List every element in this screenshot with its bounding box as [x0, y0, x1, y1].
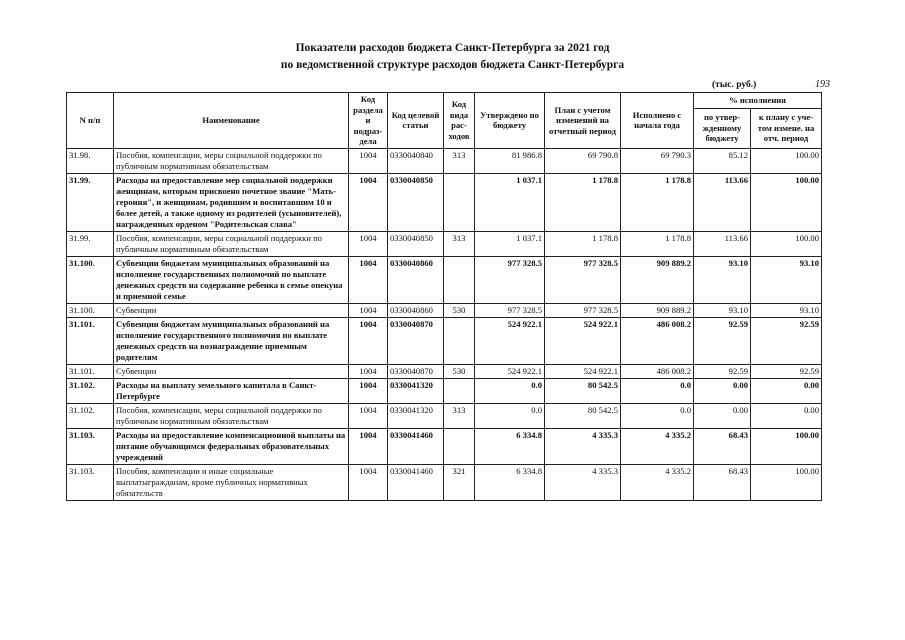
cell-razdel: 1004: [349, 464, 388, 500]
cell-pct-approved: 92.59: [694, 317, 751, 364]
cell-approved: 524 922.1: [475, 317, 545, 364]
cell-vid: 313: [444, 231, 475, 256]
cell-plan: 977 328.5: [545, 256, 621, 303]
cell-razdel: 1004: [349, 364, 388, 378]
header-num: N п/п: [67, 93, 114, 149]
cell-razdel: 1004: [349, 148, 388, 173]
cell-name: Субвенции: [114, 364, 349, 378]
table-row: [67, 428, 822, 464]
cell-pct-approved: 92.59: [694, 364, 751, 378]
document-subtitle: по ведомственной структуре расходов бюджета Санкт-Петербурга: [280, 59, 625, 71]
cell-pct-approved: 0.00: [694, 378, 751, 403]
cell-razdel: 1004: [349, 303, 388, 317]
cell-name: Субвенции бюджетам муниципальных образований на исполнение государственного полномочия по выплате денежных средств на вознаграждение приемным родителям: [114, 317, 349, 364]
cell-stat: 0330040850: [388, 173, 444, 231]
cell-approved: 0.0: [475, 378, 545, 403]
cell-name: Пособия, компенсации, меры социальной поддержки по публичным нормативным обязательствам: [114, 231, 349, 256]
cell-num: 31.102.: [67, 378, 114, 403]
cell-razdel: 1004: [349, 428, 388, 464]
cell-plan: 524 922.1: [545, 317, 621, 364]
cell-num: 31.100.: [67, 256, 114, 303]
table-row: [67, 148, 822, 173]
cell-executed: 0.0: [621, 403, 694, 428]
cell-stat: 0330040850: [388, 231, 444, 256]
table-row: [67, 378, 822, 403]
cell-pct-approved: 68.43: [694, 464, 751, 500]
cell-stat: 0330040870: [388, 317, 444, 364]
cell-name: Пособия, компенсации, меры социальной поддержки по публичным нормативным обязательствам: [114, 403, 349, 428]
header-vid: Код вида рас-ходов: [444, 93, 475, 149]
cell-pct-approved: 113.66: [694, 231, 751, 256]
cell-vid: [444, 173, 475, 231]
cell-approved: 524 922.1: [475, 364, 545, 378]
cell-razdel: 1004: [349, 231, 388, 256]
cell-num: 31.103.: [67, 464, 114, 500]
cell-pct-approved: 0.00: [694, 403, 751, 428]
table-row: [67, 173, 822, 231]
cell-vid: 530: [444, 364, 475, 378]
cell-razdel: 1004: [349, 403, 388, 428]
cell-pct-plan: 0.00: [751, 403, 822, 428]
document-title: Показатели расходов бюджета Санкт-Петербурга за 2021 год: [295, 42, 610, 54]
cell-plan: 524 922.1: [545, 364, 621, 378]
cell-vid: 321: [444, 464, 475, 500]
cell-approved: 0.0: [475, 403, 545, 428]
cell-pct-plan: 100.00: [751, 173, 822, 231]
cell-pct-plan: 0.00: [751, 378, 822, 403]
cell-stat: 0330040860: [388, 303, 444, 317]
cell-razdel: 1004: [349, 256, 388, 303]
header-approved: Утверждено по бюджету: [475, 93, 545, 149]
table-row: [67, 403, 822, 428]
cell-approved: 1 037.1: [475, 173, 545, 231]
cell-pct-plan: 92.59: [751, 364, 822, 378]
cell-plan: 4 335.3: [545, 464, 621, 500]
cell-vid: [444, 256, 475, 303]
cell-executed: 1 178.8: [621, 231, 694, 256]
cell-num: 31.102.: [67, 403, 114, 428]
cell-approved: 81 986.8: [475, 148, 545, 173]
cell-plan: 1 178.8: [545, 173, 621, 231]
cell-approved: 977 328.5: [475, 256, 545, 303]
cell-pct-plan: 100.00: [751, 148, 822, 173]
cell-pct-plan: 100.00: [751, 428, 822, 464]
cell-razdel: 1004: [349, 378, 388, 403]
cell-approved: 6 334.8: [475, 428, 545, 464]
cell-pct-plan: 92.59: [751, 317, 822, 364]
cell-name: Субвенции бюджетам муниципальных образований на исполнение государственных полномочий по выплате денежных средств на содержание ребенка в семье опекуна и приемной семье: [114, 256, 349, 303]
cell-vid: 530: [444, 303, 475, 317]
cell-vid: 313: [444, 403, 475, 428]
cell-pct-approved: 68.43: [694, 428, 751, 464]
cell-executed: 486 008.2: [621, 364, 694, 378]
cell-num: 31.98.: [67, 148, 114, 173]
cell-executed: 4 335.2: [621, 428, 694, 464]
cell-pct-approved: 93.10: [694, 303, 751, 317]
header-pct-approved: по утвер-жденному бюджету: [694, 108, 751, 148]
page-number: 193: [815, 79, 830, 90]
cell-vid: [444, 317, 475, 364]
cell-stat: 0330041460: [388, 428, 444, 464]
cell-pct-approved: 93.10: [694, 256, 751, 303]
cell-vid: [444, 428, 475, 464]
header-pct-plan: к плану с уче-том измене. на отч. период: [751, 108, 822, 148]
expenditure-table: [66, 92, 822, 501]
cell-num: 31.101.: [67, 364, 114, 378]
cell-executed: 486 008.2: [621, 317, 694, 364]
table-row: [67, 303, 822, 317]
cell-plan: 80 542.5: [545, 378, 621, 403]
cell-num: 31.99.: [67, 231, 114, 256]
cell-plan: 4 335.3: [545, 428, 621, 464]
cell-name: Субвенции: [114, 303, 349, 317]
cell-name: Пособия, компенсации, меры социальной поддержки по публичным нормативным обязательствам: [114, 148, 349, 173]
cell-plan: 69 790.8: [545, 148, 621, 173]
cell-executed: 1 178.8: [621, 173, 694, 231]
header-name: Наименование: [114, 93, 349, 149]
header-executed: Исполнено с начала года: [621, 93, 694, 149]
cell-executed: 69 790.3: [621, 148, 694, 173]
cell-num: 31.100.: [67, 303, 114, 317]
cell-num: 31.101.: [67, 317, 114, 364]
cell-pct-plan: 100.00: [751, 464, 822, 500]
cell-plan: 1 178.8: [545, 231, 621, 256]
cell-vid: [444, 378, 475, 403]
cell-name: Расходы на предоставление мер социальной поддержки женщинам, которым присвоено почетное звание "Мать-героиня", и женщинам, родившим и воспитавшим 10 и более детей, а также одному из родителей (усыновителей), награжденных орденом "Родительская слава": [114, 173, 349, 231]
cell-name: Пособия, компенсации и иные социальные выплатыгражданам, кроме публичных нормативных обязательств: [114, 464, 349, 500]
units-label: (тыс. руб.): [712, 80, 757, 90]
cell-num: 31.103.: [67, 428, 114, 464]
cell-name: Расходы на выплату земельного капитала в Санкт-Петербурге: [114, 378, 349, 403]
cell-stat: 0330040840: [388, 148, 444, 173]
cell-razdel: 1004: [349, 317, 388, 364]
cell-name: Расходы на предоставление компенсационной выплаты на питание обучающимся федеральных образовательных учреждений: [114, 428, 349, 464]
cell-razdel: 1004: [349, 173, 388, 231]
cell-plan: 977 328.5: [545, 303, 621, 317]
cell-executed: 0.0: [621, 378, 694, 403]
table-row: [67, 231, 822, 256]
cell-vid: 313: [444, 148, 475, 173]
header-razdel: Код раздела и подраз-дела: [349, 93, 388, 149]
cell-executed: 4 335.2: [621, 464, 694, 500]
header-percent-group: % исполнения: [694, 93, 822, 109]
table-body: [67, 148, 822, 500]
header-stat: Код целевой статьи: [388, 93, 444, 149]
table-row: [67, 256, 822, 303]
cell-executed: 909 889.2: [621, 256, 694, 303]
cell-pct-plan: 100.00: [751, 231, 822, 256]
cell-pct-plan: 93.10: [751, 256, 822, 303]
cell-stat: 0330040860: [388, 256, 444, 303]
table-row: [67, 464, 822, 500]
cell-stat: 0330040870: [388, 364, 444, 378]
cell-approved: 977 328.5: [475, 303, 545, 317]
cell-approved: 6 334.8: [475, 464, 545, 500]
cell-stat: 0330041460: [388, 464, 444, 500]
table-row: [67, 364, 822, 378]
cell-approved: 1 037.1: [475, 231, 545, 256]
cell-stat: 0330041320: [388, 378, 444, 403]
header-plan: План с учетом изменений на отчетный период: [545, 93, 621, 149]
cell-executed: 909 889.2: [621, 303, 694, 317]
cell-pct-approved: 113.66: [694, 173, 751, 231]
cell-plan: 80 542.5: [545, 403, 621, 428]
cell-pct-approved: 85.12: [694, 148, 751, 173]
cell-stat: 0330041320: [388, 403, 444, 428]
table-row: [67, 317, 822, 364]
cell-num: 31.99.: [67, 173, 114, 231]
cell-pct-plan: 93.10: [751, 303, 822, 317]
